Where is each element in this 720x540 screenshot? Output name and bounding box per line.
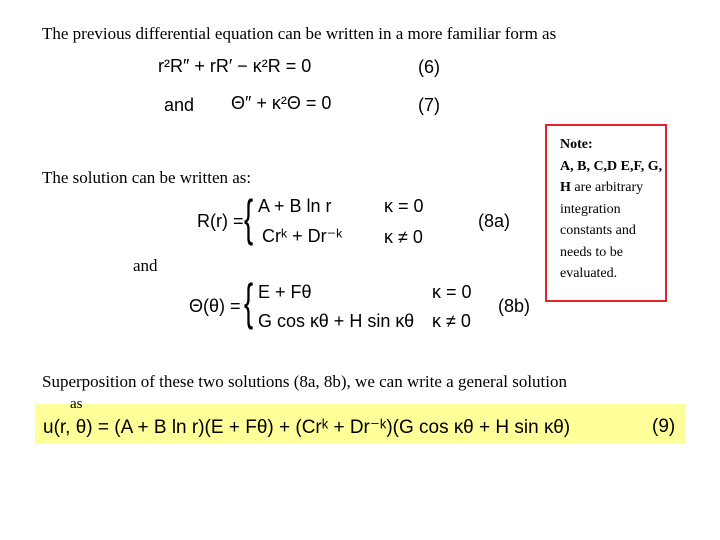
equation-8b-cond1: κ = 0 xyxy=(432,282,472,302)
equation-8a-cond1: κ = 0 xyxy=(384,196,424,216)
equation-8a-case1: A + B ln r xyxy=(258,196,332,216)
equation-8b-case1: E + Fθ xyxy=(258,282,312,302)
superposition-tail: as xyxy=(70,396,83,412)
equation-9-number: (9) xyxy=(652,416,676,437)
equation-8b-cond2: κ ≠ 0 xyxy=(432,311,471,331)
equation-8a-case2: Crᵏ + Dr⁻ᵏ xyxy=(262,226,343,246)
equation-8a-cond2: κ ≠ 0 xyxy=(384,227,423,247)
note-rest: are arbitrary integration constants and needs to be evaluated. xyxy=(560,180,644,281)
note-title: Note: xyxy=(560,137,593,152)
equation-7-prefix: and xyxy=(164,95,195,115)
equation-8b-number: (8b) xyxy=(498,296,531,316)
equation-8b-brace: { xyxy=(244,274,254,330)
equation-7-number: (7) xyxy=(418,95,440,115)
equation-7: Θ″ + κ²Θ = 0 xyxy=(231,93,332,113)
equation-8b-case2: G cos κθ + H sin κθ xyxy=(258,311,415,331)
and-label: and xyxy=(133,256,158,275)
note-body xyxy=(560,156,665,285)
solution-intro: The solution can be written as: xyxy=(42,168,252,187)
superposition-text: Superposition of these two solutions (8a, 8b), we can write a general solution xyxy=(42,372,567,391)
note-box xyxy=(545,124,667,302)
equation-8b-lhs: Θ(θ) = xyxy=(189,296,241,316)
equation-9: u(r, θ) = (A + B ln r)(E + Fθ) + (Crᵏ + Dr⁻ᵏ)(G cos κθ + H sin κθ) xyxy=(43,417,571,438)
equation-8a-brace: { xyxy=(244,190,254,246)
intro-text: The previous differential equation can be written in a more familiar form as xyxy=(42,24,557,43)
note-constants: A, B, C,D E,F, G, H xyxy=(560,158,663,195)
equation-8a-lhs: R(r) = xyxy=(197,211,244,231)
equation-8a-number: (8a) xyxy=(478,211,511,231)
equation-6: r²R″ + rR′ − κ²R = 0 xyxy=(158,56,312,76)
equation-6-number: (6) xyxy=(418,57,440,77)
